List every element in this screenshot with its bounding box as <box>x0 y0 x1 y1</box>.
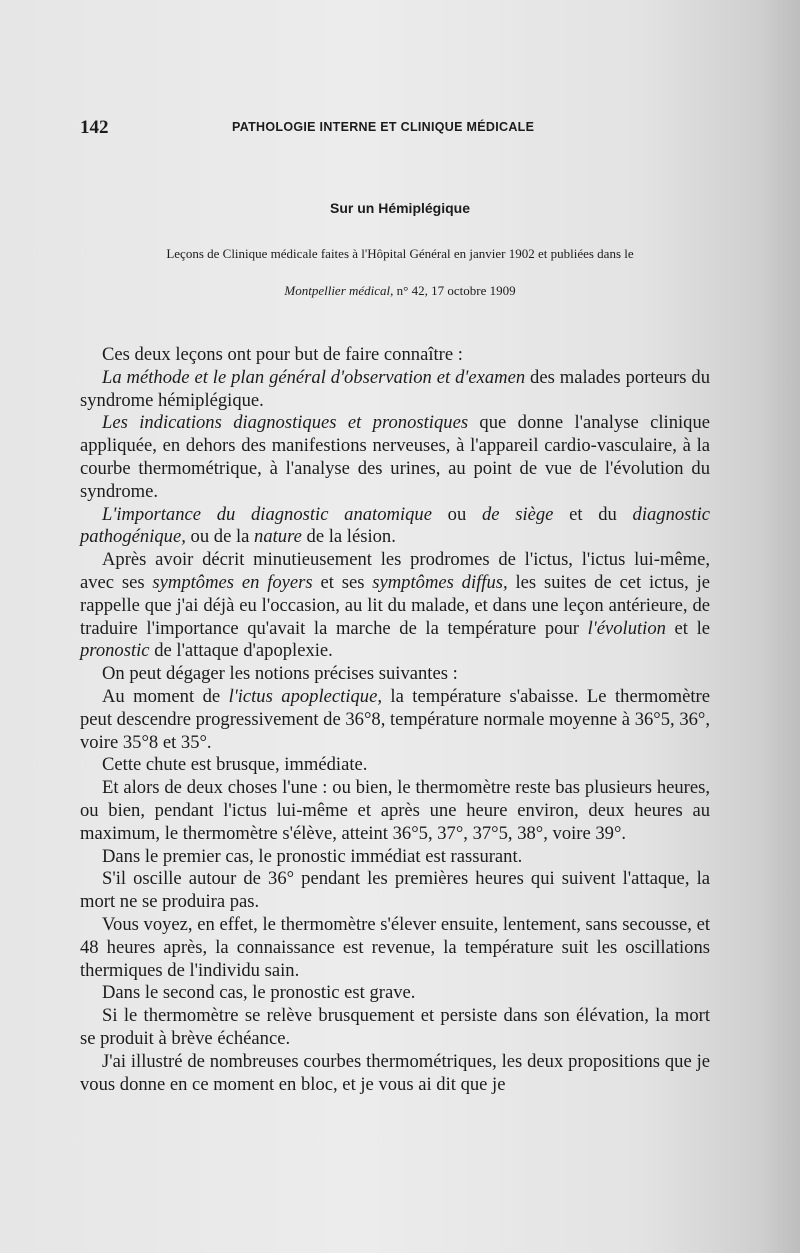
paragraph: Dans le second cas, le pronostic est grave. <box>102 982 416 1004</box>
paragraph: Ces deux leçons ont pour but de faire connaître : <box>102 344 463 365</box>
paragraph: On peut dégager les notions précises suivantes : <box>102 663 458 685</box>
source-line: Leçons de Clinique médicale faites à l'Hôpital Général en janvier 1902 et publiées dans le <box>166 246 634 261</box>
journal-name: Montpellier médical, <box>284 283 394 298</box>
body-text <box>80 344 710 1096</box>
section-title: PATHOLOGIE INTERNE ET CLINIQUE MÉDICALE <box>232 120 535 134</box>
paragraph: La méthode et le plan général d'observation et d'examen des malades porteurs du syndrome hémiplégique. <box>80 366 711 411</box>
page-number: 142 <box>80 117 109 138</box>
paragraph: Les indications diagnostiques et pronostiques que donne l'analyse clinique appliquée, en dehors des manifestions nerveuses, à l'appareil cardio-vasculaire, à la courbe thermométrique, à l'analyse des urines, au point de vue de l'évolution du syndrome. <box>80 412 710 502</box>
paragraph: Cette chute est brusque, immédiate. <box>102 754 368 776</box>
paragraph: Et alors de deux choses l'une : ou bien, le thermomètre reste bas plusieurs heures, ou bien, pendant l'ictus lui-même et après une heure environ, deux heures au maximum, le thermomètre s'élève, atteint 36°5, 37°, 37°5, 38°, voire 39°. <box>80 777 710 844</box>
paragraph: J'ai illustré de nombreuses courbes thermométriques, les deux propositions que je vous donne en ce moment en bloc, et je vous ai dit que je <box>80 1050 710 1095</box>
paragraph: Au moment de l'ictus apoplectique, la température s'abaisse. Le thermomètre peut descendre progressivement de 36°8, température normale moyenne à 36°5, 36°, voire 35°8 et 35°. <box>80 685 711 753</box>
paragraph: Dans le premier cas, le pronostic immédiat est rassurant. <box>102 845 523 867</box>
running-head <box>80 117 720 139</box>
article-title: Sur un Hémiplégique <box>329 200 470 216</box>
source-reference <box>0 283 800 299</box>
paragraph: Si le thermomètre se relève brusquement et persiste dans son élévation, la mort se produit à brève échéance. <box>80 1005 710 1049</box>
paragraph: Vous voyez, en effet, le thermomètre s'élever ensuite, lentement, sans secousse, et 48 heures après, la connaissance est revenue, la température suit les oscillations thermiques de l'individu sain. <box>80 913 710 981</box>
paragraph: S'il oscille autour de 36° pendant les premières heures qui suivent l'attaque, la mort ne se produira pas. <box>80 868 710 913</box>
paragraph: L'importance du diagnostic anatomique ou de siège et du diagnostic pathogénique, ou de la nature de la lésion. <box>80 503 711 548</box>
paragraph: Après avoir décrit minutieusement les prodromes de l'ictus, l'ictus lui-même, avec ses symptômes en foyers et ses symptômes diffus, les suites de cet ictus, je rappelle que j'ai déjà eu l'occasion, au lit du malade, et dans une leçon antérieure, de traduire l'importance qu'avait la marche de la température pour l'évolution et le pronostic de l'attaque d'apoplexie. <box>80 549 710 662</box>
issue-details: n° 42, 17 octobre 1909 <box>393 283 516 298</box>
